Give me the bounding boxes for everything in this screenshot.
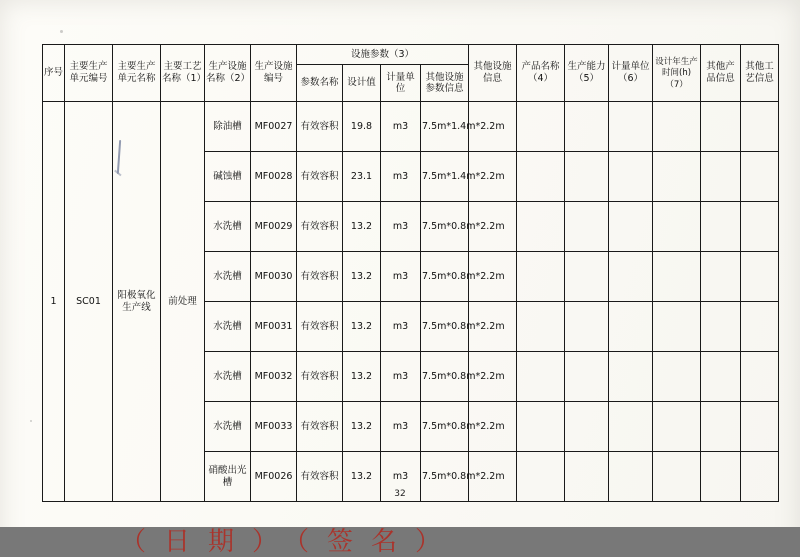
- cell-unit: m3: [381, 102, 421, 152]
- cell-product-name: [517, 152, 565, 202]
- cell-design-value: 13.2: [343, 452, 381, 502]
- cell-capacity-unit: [609, 302, 653, 352]
- header-unit-code: 主要生产单元编号: [65, 45, 113, 102]
- header-unit-name: 主要生产单元名称: [113, 45, 161, 102]
- cell-annual-hours: [653, 252, 701, 302]
- cell-other-param-info: 7.5m*0.8m*2.2m: [421, 452, 469, 502]
- cell-other-process-info: [741, 252, 779, 302]
- cell-facility-name: 硝酸出光槽: [205, 452, 251, 502]
- page-number: 32: [394, 489, 406, 499]
- cell-other-process-info: [741, 352, 779, 402]
- facility-parameter-table: [42, 44, 774, 502]
- cell-facility-code: MF0030: [251, 252, 297, 302]
- cell-capacity: [565, 252, 609, 302]
- cell-unit: m3: [381, 152, 421, 202]
- cell-other-process-info: [741, 402, 779, 452]
- scan-speck: [60, 30, 63, 33]
- cell-product-name: [517, 352, 565, 402]
- cell-annual-hours: [653, 102, 701, 152]
- cell-capacity-unit: [609, 352, 653, 402]
- header-capacity: 生产能力（5）: [565, 45, 609, 102]
- cell-annual-hours: [653, 352, 701, 402]
- cell-other-product-info: [701, 202, 741, 252]
- cell-other-product-info: [701, 302, 741, 352]
- cell-unit: m3: [381, 302, 421, 352]
- cell-product-name: [517, 102, 565, 152]
- header-unit: 计量单位: [381, 65, 421, 102]
- cell-facility-name: 水洗槽: [205, 252, 251, 302]
- cell-facility-name: 水洗槽: [205, 202, 251, 252]
- cell-product-name: [517, 402, 565, 452]
- cell-other-process-info: [741, 302, 779, 352]
- header-other-process-info: 其他工艺信息: [741, 45, 779, 102]
- cell-process-name: 前处理: [161, 102, 205, 502]
- cell-other-param-info: 7.5m*0.8m*2.2m: [421, 402, 469, 452]
- cell-other-product-info: [701, 102, 741, 152]
- cell-param-name: 有效容积: [297, 152, 343, 202]
- scan-speck: [30, 420, 32, 422]
- cell-design-value: 13.2: [343, 302, 381, 352]
- cell-annual-hours: [653, 152, 701, 202]
- cell-facility-code: MF0028: [251, 152, 297, 202]
- cell-facility-code: MF0026: [251, 452, 297, 502]
- cell-facility-code: MF0027: [251, 102, 297, 152]
- cell-design-value: 23.1: [343, 152, 381, 202]
- cell-unit: m3: [381, 402, 421, 452]
- cell-unit: m3: [381, 452, 421, 502]
- cell-unit-name: 阳极氧化生产线: [113, 102, 161, 502]
- cell-param-name: 有效容积: [297, 252, 343, 302]
- cell-facility-code: MF0033: [251, 402, 297, 452]
- cell-other-param-info: 7.5m*0.8m*2.2m: [421, 202, 469, 252]
- cell-other-process-info: [741, 202, 779, 252]
- cell-capacity-unit: [609, 102, 653, 152]
- table-row: [43, 102, 779, 152]
- cell-capacity: [565, 302, 609, 352]
- cell-other-process-info: [741, 152, 779, 202]
- header-annual-hours: 设计年生产时间(h)（7）: [653, 45, 701, 102]
- cell-design-value: 13.2: [343, 252, 381, 302]
- cell-product-name: [517, 252, 565, 302]
- cell-other-product-info: [701, 402, 741, 452]
- cell-unit: m3: [381, 202, 421, 252]
- cell-facility-name: 水洗槽: [205, 302, 251, 352]
- cell-other-param-info: 7.5m*0.8m*2.2m: [421, 252, 469, 302]
- cell-capacity-unit: [609, 252, 653, 302]
- cell-param-name: 有效容积: [297, 452, 343, 502]
- header-product-name: 产品名称（4）: [517, 45, 565, 102]
- cell-other-product-info: [701, 352, 741, 402]
- table-header-row-group: [43, 45, 779, 65]
- cell-facility-code: MF0031: [251, 302, 297, 352]
- cell-other-process-info: [741, 102, 779, 152]
- cell-facility-name: 除油槽: [205, 102, 251, 152]
- cell-capacity-unit: [609, 402, 653, 452]
- cell-unit: m3: [381, 352, 421, 402]
- cell-design-value: 13.2: [343, 202, 381, 252]
- header-other-product-info: 其他产品信息: [701, 45, 741, 102]
- header-facility-parameters-group: 设施参数（3）: [297, 45, 469, 65]
- cell-design-value: 13.2: [343, 352, 381, 402]
- cell-capacity: [565, 352, 609, 402]
- header-facility-name: 生产设施名称（2）: [205, 45, 251, 102]
- cell-design-value: 13.2: [343, 402, 381, 452]
- cell-capacity: [565, 402, 609, 452]
- header-param-name: 参数名称: [297, 65, 343, 102]
- cell-param-name: 有效容积: [297, 102, 343, 152]
- cell-other-param-info: 7.5m*0.8m*2.2m: [421, 352, 469, 402]
- header-process-name: 主要工艺名称（1）: [161, 45, 205, 102]
- cell-capacity: [565, 152, 609, 202]
- cell-facility-name: 碱蚀槽: [205, 152, 251, 202]
- cell-annual-hours: [653, 302, 701, 352]
- cell-unit: m3: [381, 252, 421, 302]
- header-seq: 序号: [43, 45, 65, 102]
- cell-capacity: [565, 102, 609, 152]
- cell-product-name: [517, 202, 565, 252]
- cell-unit-code: SC01: [65, 102, 113, 502]
- header-other-facility-info: 其他设施信息: [469, 45, 517, 102]
- cell-other-param-info: 7.5m*1.4m*2.2m: [421, 102, 469, 152]
- cell-facility-name: 水洗槽: [205, 402, 251, 452]
- cell-other-param-info: 7.5m*0.8m*2.2m: [421, 302, 469, 352]
- cell-param-name: 有效容积: [297, 402, 343, 452]
- cell-annual-hours: [653, 202, 701, 252]
- cell-annual-hours: [653, 402, 701, 452]
- cell-capacity-unit: [609, 202, 653, 252]
- header-facility-code: 生产设施编号: [251, 45, 297, 102]
- cell-other-product-info: [701, 252, 741, 302]
- cell-seq: 1: [43, 102, 65, 502]
- cell-design-value: 19.8: [343, 102, 381, 152]
- header-capacity-unit: 计量单位（6）: [609, 45, 653, 102]
- cell-facility-name: 水洗槽: [205, 352, 251, 402]
- cell-param-name: 有效容积: [297, 202, 343, 252]
- cell-other-param-info: 7.5m*1.4m*2.2m: [421, 152, 469, 202]
- cell-capacity: [565, 202, 609, 252]
- header-design-value: 设计值: [343, 65, 381, 102]
- cell-param-name: 有效容积: [297, 352, 343, 402]
- cell-facility-code: MF0029: [251, 202, 297, 252]
- cell-facility-code: MF0032: [251, 352, 297, 402]
- red-handwriting-annotation: （日期）（签名）: [120, 527, 460, 555]
- cell-capacity-unit: [609, 152, 653, 202]
- cell-other-product-info: [701, 152, 741, 202]
- header-other-param-info: 其他设施参数信息: [421, 65, 469, 102]
- cell-param-name: 有效容积: [297, 302, 343, 352]
- cell-product-name: [517, 302, 565, 352]
